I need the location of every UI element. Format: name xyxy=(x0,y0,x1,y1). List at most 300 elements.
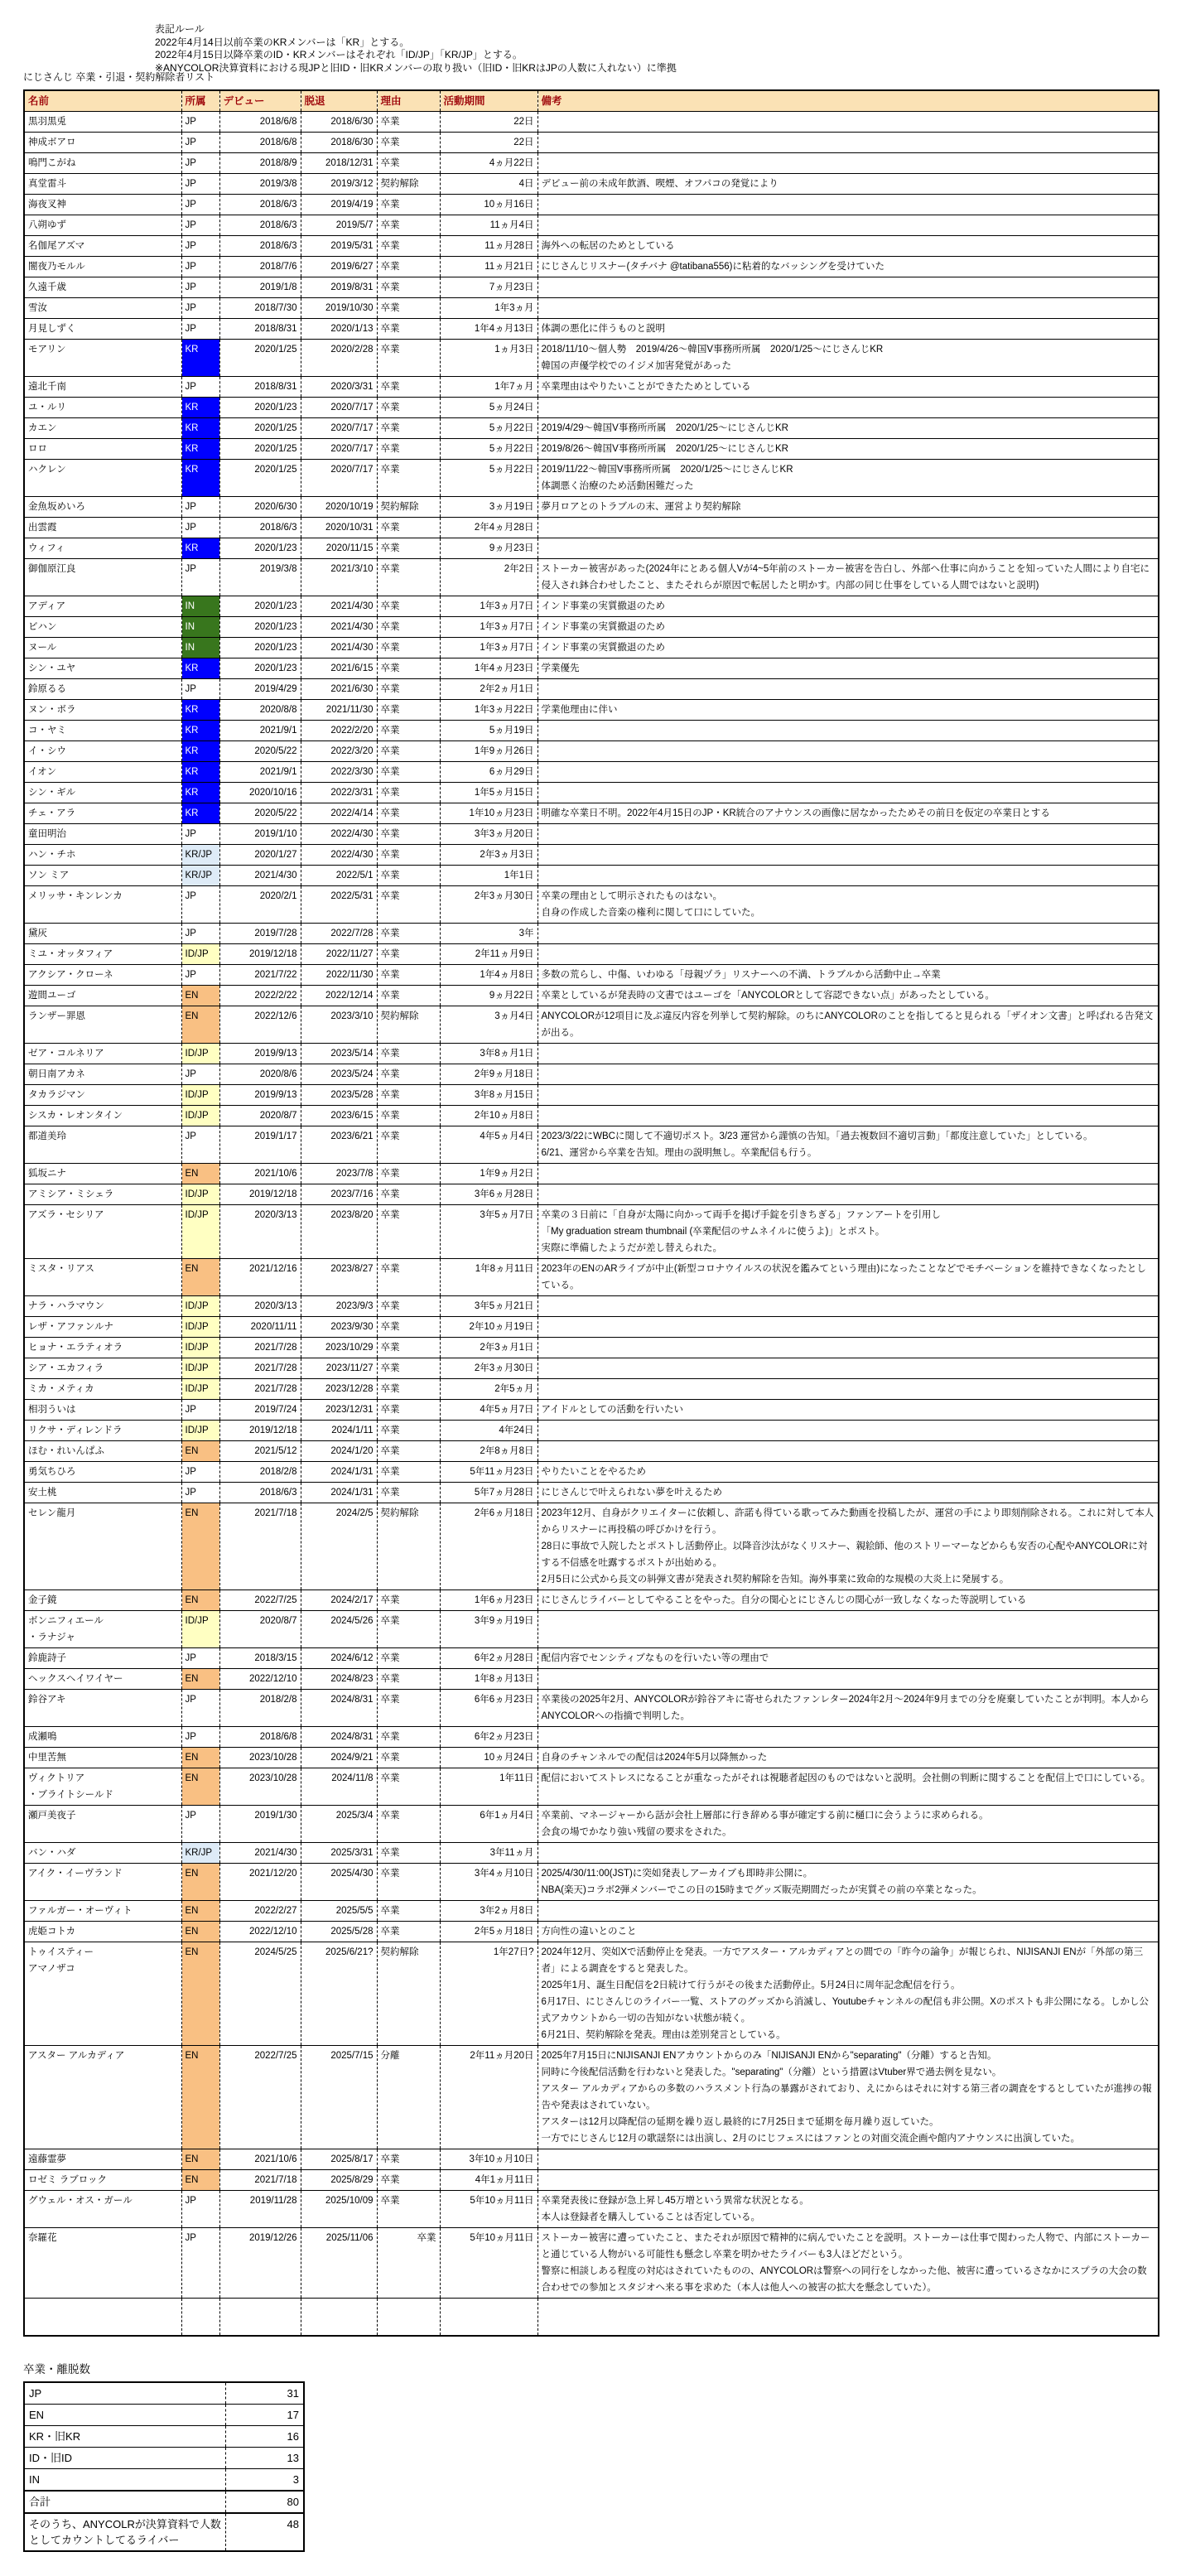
debut-date-cell[interactable]: 2022/12/6 xyxy=(219,1006,301,1044)
debut-date-cell[interactable]: 2019/1/10 xyxy=(219,824,301,845)
affiliation-cell[interactable]: JP xyxy=(181,215,219,236)
debut-date-cell[interactable]: 2021/7/22 xyxy=(219,965,301,986)
member-name-cell[interactable]: 雪汝 xyxy=(24,298,181,319)
member-name-cell[interactable]: アミシア・ミシェラ xyxy=(24,1184,181,1205)
reason-cell[interactable]: 卒業 xyxy=(377,1768,440,1806)
leave-date-cell[interactable]: 2024/8/31 xyxy=(301,1727,377,1748)
notes-cell[interactable] xyxy=(537,1462,1159,1483)
debut-date-cell[interactable]: 2020/1/25 xyxy=(219,439,301,460)
affiliation-cell[interactable]: JP xyxy=(181,319,219,340)
leave-date-cell[interactable]: 2022/3/31 xyxy=(301,783,377,803)
affiliation-cell[interactable]: KR xyxy=(181,700,219,721)
active-period-cell[interactable]: 2年5ヵ月 xyxy=(440,1379,537,1400)
affiliation-cell[interactable]: JP xyxy=(181,1462,219,1483)
active-period-cell[interactable]: 2年9ヵ月18日 xyxy=(440,1064,537,1085)
debut-date-cell[interactable]: 2020/1/23 xyxy=(219,638,301,658)
reason-cell[interactable]: 卒業 xyxy=(377,1590,440,1611)
affiliation-cell[interactable]: ID/JP xyxy=(181,1106,219,1126)
active-period-cell[interactable]: 1年1日 xyxy=(440,866,537,886)
member-name-cell[interactable]: 狐坂ニナ xyxy=(24,1164,181,1184)
reason-cell[interactable]: 卒業 xyxy=(377,1462,440,1483)
debut-date-cell[interactable]: 2020/1/25 xyxy=(219,460,301,497)
active-period-cell[interactable]: 6年2ヵ月23日 xyxy=(440,1727,537,1748)
leave-date-cell[interactable]: 2022/5/1 xyxy=(301,866,377,886)
notes-cell[interactable] xyxy=(537,803,1159,824)
leave-date-cell[interactable]: 2024/2/17 xyxy=(301,1590,377,1611)
affiliation-cell[interactable]: EN xyxy=(181,1590,219,1611)
debut-date-cell[interactable]: 2023/10/28 xyxy=(219,1748,301,1768)
member-name-cell[interactable]: ゼア・コルネリア xyxy=(24,1044,181,1064)
affiliation-cell[interactable]: ID/JP xyxy=(181,1379,219,1400)
notes-cell[interactable] xyxy=(537,1164,1159,1184)
empty-cell[interactable] xyxy=(377,2299,440,2337)
affiliation-cell[interactable]: EN xyxy=(181,1164,219,1184)
notes-cell[interactable] xyxy=(537,1901,1159,1922)
member-name-cell[interactable]: 鈴谷アキ xyxy=(24,1690,181,1727)
debut-date-cell[interactable]: 2020/1/23 xyxy=(219,658,301,679)
leave-date-cell[interactable]: 2021/4/30 xyxy=(301,638,377,658)
debut-date-cell[interactable]: 2021/12/16 xyxy=(219,1259,301,1296)
active-period-cell[interactable]: 3年3ヵ月20日 xyxy=(440,824,537,845)
member-name-cell[interactable]: 勇気ちひろ xyxy=(24,1462,181,1483)
leave-date-cell[interactable]: 2024/5/26 xyxy=(301,1611,377,1648)
leave-date-cell[interactable]: 2024/2/5 xyxy=(301,1503,377,1590)
active-period-cell[interactable]: 7ヵ月23日 xyxy=(440,277,537,298)
member-name-cell[interactable]: モアリン xyxy=(24,340,181,377)
debut-date-cell[interactable]: 2018/6/3 xyxy=(219,195,301,215)
reason-cell[interactable]: 卒業 xyxy=(377,2191,440,2228)
reason-cell[interactable]: 卒業 xyxy=(377,1358,440,1379)
active-period-cell[interactable]: 1年11日 xyxy=(440,1768,537,1806)
leave-date-cell[interactable]: 2025/3/31 xyxy=(301,1843,377,1864)
leave-date-cell[interactable]: 2019/8/31 xyxy=(301,277,377,298)
notes-cell[interactable] xyxy=(537,1922,1159,1942)
member-name-cell[interactable]: ランザー罪恩 xyxy=(24,1006,181,1044)
debut-date-cell[interactable]: 2021/12/20 xyxy=(219,1864,301,1901)
reason-cell[interactable]: 卒業 xyxy=(377,1483,440,1503)
reason-cell[interactable]: 卒業 xyxy=(377,1400,440,1421)
notes-cell[interactable] xyxy=(537,824,1159,845)
leave-date-cell[interactable]: 2022/11/30 xyxy=(301,965,377,986)
reason-cell[interactable]: 分離 xyxy=(377,2046,440,2149)
member-name-cell[interactable]: アズラ・セシリア xyxy=(24,1205,181,1259)
leave-date-cell[interactable]: 2025/8/17 xyxy=(301,2149,377,2170)
affiliation-cell[interactable]: JP xyxy=(181,1648,219,1669)
leave-date-cell[interactable]: 2022/11/27 xyxy=(301,944,377,965)
reason-cell[interactable]: 卒業 xyxy=(377,1338,440,1358)
reason-cell[interactable]: 卒業 xyxy=(377,1379,440,1400)
leave-date-cell[interactable]: 2018/6/30 xyxy=(301,133,377,153)
active-period-cell[interactable]: 4ヵ月22日 xyxy=(440,153,537,174)
active-period-cell[interactable]: 5年7ヵ月28日 xyxy=(440,1483,537,1503)
debut-date-cell[interactable]: 2020/1/23 xyxy=(219,617,301,638)
affiliation-cell[interactable]: EN xyxy=(181,2170,219,2191)
reason-cell[interactable]: 卒業 xyxy=(377,1611,440,1648)
leave-date-cell[interactable]: 2023/8/27 xyxy=(301,1259,377,1296)
reason-cell[interactable]: 卒業 xyxy=(377,1164,440,1184)
notes-cell[interactable] xyxy=(537,460,1159,497)
affiliation-cell[interactable]: EN xyxy=(181,986,219,1006)
notes-cell[interactable] xyxy=(537,1184,1159,1205)
debut-date-cell[interactable]: 2020/3/13 xyxy=(219,1296,301,1317)
active-period-cell[interactable]: 6年1ヵ月4日 xyxy=(440,1806,537,1843)
notes-cell[interactable] xyxy=(537,1358,1159,1379)
notes-cell[interactable] xyxy=(537,418,1159,439)
leave-date-cell[interactable]: 2019/5/7 xyxy=(301,215,377,236)
leave-date-cell[interactable]: 2024/9/21 xyxy=(301,1748,377,1768)
notes-cell[interactable] xyxy=(537,1338,1159,1358)
reason-cell[interactable]: 卒業 xyxy=(377,2228,440,2299)
affiliation-cell[interactable]: ID/JP xyxy=(181,1296,219,1317)
notes-cell[interactable] xyxy=(537,658,1159,679)
reason-cell[interactable]: 卒業 xyxy=(377,1806,440,1843)
affiliation-cell[interactable]: JP xyxy=(181,497,219,518)
reason-cell[interactable]: 卒業 xyxy=(377,418,440,439)
active-period-cell[interactable]: 3年11ヵ月 xyxy=(440,1843,537,1864)
active-period-cell[interactable]: 2年5ヵ月18日 xyxy=(440,1922,537,1942)
reason-cell[interactable]: 卒業 xyxy=(377,1085,440,1106)
notes-cell[interactable] xyxy=(537,1441,1159,1462)
reason-cell[interactable]: 卒業 xyxy=(377,215,440,236)
reason-cell[interactable]: 卒業 xyxy=(377,398,440,418)
leave-date-cell[interactable]: 2020/7/17 xyxy=(301,398,377,418)
member-name-cell[interactable]: 黒羽黒兎 xyxy=(24,112,181,133)
notes-cell[interactable] xyxy=(537,700,1159,721)
debut-date-cell[interactable]: 2020/1/25 xyxy=(219,418,301,439)
notes-cell[interactable] xyxy=(537,986,1159,1006)
notes-cell[interactable] xyxy=(537,298,1159,319)
notes-cell[interactable] xyxy=(537,845,1159,866)
member-name-cell[interactable]: アイク・イーヴランド xyxy=(24,1864,181,1901)
debut-date-cell[interactable]: 2022/12/10 xyxy=(219,1669,301,1690)
active-period-cell[interactable]: 3年5ヵ月21日 xyxy=(440,1296,537,1317)
summary-label[interactable]: JP xyxy=(24,2382,226,2405)
active-period-cell[interactable]: 2年3ヵ月1日 xyxy=(440,1338,537,1358)
member-name-cell[interactable]: トゥイスティー アマノザコ xyxy=(24,1942,181,2046)
notes-cell[interactable] xyxy=(537,1064,1159,1085)
notes-cell[interactable] xyxy=(537,112,1159,133)
notes-cell[interactable] xyxy=(537,924,1159,944)
active-period-cell[interactable]: 3年 xyxy=(440,924,537,944)
reason-cell[interactable]: 卒業 xyxy=(377,1669,440,1690)
active-period-cell[interactable]: 6ヵ月29日 xyxy=(440,762,537,783)
notes-cell[interactable] xyxy=(537,559,1159,596)
leave-date-cell[interactable]: 2022/4/14 xyxy=(301,803,377,824)
notes-cell[interactable] xyxy=(537,1942,1159,2046)
notes-cell[interactable] xyxy=(537,377,1159,398)
debut-date-cell[interactable]: 2021/10/6 xyxy=(219,1164,301,1184)
member-name-cell[interactable]: ユ・ルリ xyxy=(24,398,181,418)
member-name-cell[interactable]: ヴィクトリア ・ブライトシールド xyxy=(24,1768,181,1806)
member-name-cell[interactable]: シスカ・レオンタイン xyxy=(24,1106,181,1126)
leave-date-cell[interactable]: 2023/11/27 xyxy=(301,1358,377,1379)
active-period-cell[interactable]: 11ヵ月21日 xyxy=(440,257,537,277)
debut-date-cell[interactable]: 2020/5/22 xyxy=(219,803,301,824)
active-period-cell[interactable]: 22日 xyxy=(440,133,537,153)
reason-cell[interactable]: 卒業 xyxy=(377,2170,440,2191)
reason-cell[interactable]: 卒業 xyxy=(377,886,440,924)
debut-date-cell[interactable]: 2022/7/25 xyxy=(219,1590,301,1611)
affiliation-cell[interactable]: KR xyxy=(181,803,219,824)
leave-date-cell[interactable]: 2024/11/8 xyxy=(301,1768,377,1806)
notes-cell[interactable] xyxy=(537,679,1159,700)
notes-cell[interactable] xyxy=(537,538,1159,559)
leave-date-cell[interactable]: 2022/3/20 xyxy=(301,741,377,762)
summary-value[interactable]: 16 xyxy=(226,2426,305,2448)
affiliation-cell[interactable]: JP xyxy=(181,1727,219,1748)
notes-cell[interactable] xyxy=(537,886,1159,924)
notes-cell[interactable] xyxy=(537,1806,1159,1843)
active-period-cell[interactable]: 2年3ヵ月3日 xyxy=(440,845,537,866)
reason-cell[interactable]: 卒業 xyxy=(377,1044,440,1064)
member-name-cell[interactable]: グウェル・オス・ガール xyxy=(24,2191,181,2228)
active-period-cell[interactable]: 5ヵ月22日 xyxy=(440,460,537,497)
member-name-cell[interactable]: 鈴原るる xyxy=(24,679,181,700)
member-name-cell[interactable]: 御伽原江良 xyxy=(24,559,181,596)
notes-cell[interactable] xyxy=(537,762,1159,783)
leave-date-cell[interactable]: 2023/5/24 xyxy=(301,1064,377,1085)
affiliation-cell[interactable]: KR/JP xyxy=(181,1843,219,1864)
summary-value[interactable]: 13 xyxy=(226,2448,305,2469)
debut-date-cell[interactable]: 2019/12/18 xyxy=(219,1184,301,1205)
header-period[interactable]: 活動期間 xyxy=(440,90,537,112)
active-period-cell[interactable]: 5ヵ月19日 xyxy=(440,721,537,741)
debut-date-cell[interactable]: 2021/7/28 xyxy=(219,1379,301,1400)
member-name-cell[interactable]: 遠藤霊夢 xyxy=(24,2149,181,2170)
reason-cell[interactable]: 卒業 xyxy=(377,518,440,538)
affiliation-cell[interactable]: IN xyxy=(181,596,219,617)
reason-cell[interactable]: 契約解除 xyxy=(377,174,440,195)
active-period-cell[interactable]: 10ヵ月24日 xyxy=(440,1748,537,1768)
member-name-cell[interactable]: ほむ・れいんぱふ xyxy=(24,1441,181,1462)
notes-cell[interactable] xyxy=(537,1590,1159,1611)
debut-date-cell[interactable]: 2019/4/29 xyxy=(219,679,301,700)
member-name-cell[interactable]: 金子鏡 xyxy=(24,1590,181,1611)
member-name-cell[interactable]: メリッサ・キンレンカ xyxy=(24,886,181,924)
debut-date-cell[interactable]: 2019/1/30 xyxy=(219,1806,301,1843)
notes-cell[interactable] xyxy=(537,1421,1159,1441)
affiliation-cell[interactable]: JP xyxy=(181,1806,219,1843)
summary-value[interactable]: 17 xyxy=(226,2405,305,2426)
leave-date-cell[interactable]: 2024/8/31 xyxy=(301,1690,377,1727)
reason-cell[interactable]: 卒業 xyxy=(377,658,440,679)
leave-date-cell[interactable]: 2025/3/4 xyxy=(301,1806,377,1843)
debut-date-cell[interactable]: 2020/3/13 xyxy=(219,1205,301,1259)
leave-date-cell[interactable]: 2023/9/3 xyxy=(301,1296,377,1317)
affiliation-cell[interactable]: JP xyxy=(181,679,219,700)
member-name-cell[interactable]: ヌール xyxy=(24,638,181,658)
affiliation-cell[interactable]: KR/JP xyxy=(181,845,219,866)
member-name-cell[interactable]: ヌン・ボラ xyxy=(24,700,181,721)
debut-date-cell[interactable]: 2021/7/28 xyxy=(219,1358,301,1379)
leave-date-cell[interactable]: 2019/4/19 xyxy=(301,195,377,215)
member-name-cell[interactable]: ロロ xyxy=(24,439,181,460)
active-period-cell[interactable]: 1年9ヵ月26日 xyxy=(440,741,537,762)
reason-cell[interactable]: 卒業 xyxy=(377,1205,440,1259)
member-name-cell[interactable]: ミスタ・リアス xyxy=(24,1259,181,1296)
leave-date-cell[interactable]: 2025/6/21? xyxy=(301,1942,377,2046)
member-name-cell[interactable]: ビハン xyxy=(24,617,181,638)
header-debut[interactable]: デビュー xyxy=(219,90,301,112)
leave-date-cell[interactable]: 2025/5/28 xyxy=(301,1922,377,1942)
member-name-cell[interactable]: ミカ・メティカ xyxy=(24,1379,181,1400)
notes-cell[interactable] xyxy=(537,638,1159,658)
active-period-cell[interactable]: 1年4ヵ月23日 xyxy=(440,658,537,679)
member-name-cell[interactable]: 八朔ゆず xyxy=(24,215,181,236)
affiliation-cell[interactable]: KR xyxy=(181,418,219,439)
member-name-cell[interactable]: 成瀬鳴 xyxy=(24,1727,181,1748)
active-period-cell[interactable]: 3年2ヵ月8日 xyxy=(440,1901,537,1922)
active-period-cell[interactable]: 3ヵ月19日 xyxy=(440,497,537,518)
notes-cell[interactable] xyxy=(537,2149,1159,2170)
leave-date-cell[interactable]: 2023/9/30 xyxy=(301,1317,377,1338)
notes-cell[interactable] xyxy=(537,596,1159,617)
reason-cell[interactable]: 卒業 xyxy=(377,638,440,658)
affiliation-cell[interactable]: JP xyxy=(181,112,219,133)
debut-date-cell[interactable]: 2020/11/11 xyxy=(219,1317,301,1338)
affiliation-cell[interactable]: JP xyxy=(181,1126,219,1164)
debut-date-cell[interactable]: 2024/5/25 xyxy=(219,1942,301,2046)
member-name-cell[interactable]: バン・ハダ xyxy=(24,1843,181,1864)
notes-cell[interactable] xyxy=(537,153,1159,174)
notes-cell[interactable] xyxy=(537,1727,1159,1748)
debut-date-cell[interactable]: 2021/7/18 xyxy=(219,2170,301,2191)
debut-date-cell[interactable]: 2020/1/23 xyxy=(219,398,301,418)
leave-date-cell[interactable]: 2025/5/5 xyxy=(301,1901,377,1922)
member-name-cell[interactable]: 出雲霞 xyxy=(24,518,181,538)
leave-date-cell[interactable]: 2023/5/28 xyxy=(301,1085,377,1106)
notes-cell[interactable] xyxy=(537,2170,1159,2191)
notes-cell[interactable] xyxy=(537,497,1159,518)
affiliation-cell[interactable]: EN xyxy=(181,1942,219,2046)
leave-date-cell[interactable]: 2020/7/17 xyxy=(301,439,377,460)
summary-value[interactable]: 31 xyxy=(226,2382,305,2405)
member-name-cell[interactable]: ナラ・ハラマウン xyxy=(24,1296,181,1317)
reason-cell[interactable]: 卒業 xyxy=(377,721,440,741)
leave-date-cell[interactable]: 2021/11/30 xyxy=(301,700,377,721)
debut-date-cell[interactable]: 2021/4/30 xyxy=(219,1843,301,1864)
member-name-cell[interactable]: 海夜叉神 xyxy=(24,195,181,215)
reason-cell[interactable]: 卒業 xyxy=(377,1648,440,1669)
debut-date-cell[interactable]: 2019/12/26 xyxy=(219,2228,301,2299)
leave-date-cell[interactable]: 2022/2/20 xyxy=(301,721,377,741)
debut-date-cell[interactable]: 2018/7/30 xyxy=(219,298,301,319)
reason-cell[interactable]: 契約解除 xyxy=(377,1006,440,1044)
affiliation-cell[interactable]: IN xyxy=(181,638,219,658)
debut-date-cell[interactable]: 2018/7/6 xyxy=(219,257,301,277)
member-name-cell[interactable]: 名伽尾アズマ xyxy=(24,236,181,257)
active-period-cell[interactable]: 4年24日 xyxy=(440,1421,537,1441)
debut-date-cell[interactable]: 2018/6/3 xyxy=(219,1483,301,1503)
notes-cell[interactable] xyxy=(537,866,1159,886)
member-name-cell[interactable]: 神成ボアロ xyxy=(24,133,181,153)
member-name-cell[interactable]: ヒョナ・エラティオラ xyxy=(24,1338,181,1358)
notes-cell[interactable] xyxy=(537,741,1159,762)
affiliation-cell[interactable]: EN xyxy=(181,1922,219,1942)
reason-cell[interactable]: 卒業 xyxy=(377,1690,440,1727)
debut-date-cell[interactable]: 2018/2/8 xyxy=(219,1462,301,1483)
reason-cell[interactable]: 卒業 xyxy=(377,1126,440,1164)
active-period-cell[interactable]: 5年11ヵ月23日 xyxy=(440,1462,537,1483)
notes-cell[interactable] xyxy=(537,1044,1159,1064)
leave-date-cell[interactable]: 2021/3/10 xyxy=(301,559,377,596)
notes-cell[interactable] xyxy=(537,1205,1159,1259)
reason-cell[interactable]: 契約解除 xyxy=(377,497,440,518)
debut-date-cell[interactable]: 2018/6/8 xyxy=(219,133,301,153)
affiliation-cell[interactable]: JP xyxy=(181,298,219,319)
empty-cell[interactable] xyxy=(537,2299,1159,2337)
notes-cell[interactable] xyxy=(537,2191,1159,2228)
notes-cell[interactable] xyxy=(537,944,1159,965)
affiliation-cell[interactable]: EN xyxy=(181,1441,219,1462)
leave-date-cell[interactable]: 2023/12/28 xyxy=(301,1379,377,1400)
notes-cell[interactable] xyxy=(537,215,1159,236)
leave-date-cell[interactable]: 2022/4/30 xyxy=(301,824,377,845)
active-period-cell[interactable]: 4年5ヵ月7日 xyxy=(440,1400,537,1421)
reason-cell[interactable]: 卒業 xyxy=(377,679,440,700)
affiliation-cell[interactable]: JP xyxy=(181,153,219,174)
member-name-cell[interactable]: コ・ヤミ xyxy=(24,721,181,741)
member-name-cell[interactable]: ボンニフィエール ・ラナジャ xyxy=(24,1611,181,1648)
debut-date-cell[interactable]: 2021/10/6 xyxy=(219,2149,301,2170)
active-period-cell[interactable]: 1年3ヵ月7日 xyxy=(440,638,537,658)
leave-date-cell[interactable]: 2023/7/16 xyxy=(301,1184,377,1205)
summary-label[interactable]: 合計 xyxy=(24,2491,226,2513)
summary-label[interactable]: EN xyxy=(24,2405,226,2426)
affiliation-cell[interactable]: EN xyxy=(181,1748,219,1768)
affiliation-cell[interactable]: KR xyxy=(181,721,219,741)
leave-date-cell[interactable]: 2021/4/30 xyxy=(301,617,377,638)
debut-date-cell[interactable]: 2018/8/31 xyxy=(219,319,301,340)
debut-date-cell[interactable]: 2022/7/25 xyxy=(219,2046,301,2149)
empty-cell[interactable] xyxy=(24,2299,181,2337)
affiliation-cell[interactable]: JP xyxy=(181,1483,219,1503)
notes-cell[interactable] xyxy=(537,1611,1159,1648)
affiliation-cell[interactable]: ID/JP xyxy=(181,1044,219,1064)
debut-date-cell[interactable]: 2020/1/25 xyxy=(219,340,301,377)
member-name-cell[interactable]: 奈羅花 xyxy=(24,2228,181,2299)
reason-cell[interactable]: 卒業 xyxy=(377,195,440,215)
affiliation-cell[interactable]: IN xyxy=(181,617,219,638)
affiliation-cell[interactable]: JP xyxy=(181,174,219,195)
affiliation-cell[interactable]: KR/JP xyxy=(181,866,219,886)
debut-date-cell[interactable]: 2022/12/10 xyxy=(219,1922,301,1942)
affiliation-cell[interactable]: EN xyxy=(181,1259,219,1296)
affiliation-cell[interactable]: KR xyxy=(181,340,219,377)
notes-cell[interactable] xyxy=(537,783,1159,803)
reason-cell[interactable]: 卒業 xyxy=(377,824,440,845)
member-name-cell[interactable]: 月見しずく xyxy=(24,319,181,340)
affiliation-cell[interactable]: JP xyxy=(181,886,219,924)
leave-date-cell[interactable]: 2020/7/17 xyxy=(301,418,377,439)
notes-cell[interactable] xyxy=(537,1379,1159,1400)
member-name-cell[interactable]: 相羽ういは xyxy=(24,1400,181,1421)
notes-cell[interactable] xyxy=(537,257,1159,277)
leave-date-cell[interactable]: 2020/3/31 xyxy=(301,377,377,398)
active-period-cell[interactable]: 1年4ヵ月13日 xyxy=(440,319,537,340)
member-name-cell[interactable]: レザ・アファンルナ xyxy=(24,1317,181,1338)
affiliation-cell[interactable]: JP xyxy=(181,195,219,215)
affiliation-cell[interactable]: ID/JP xyxy=(181,1611,219,1648)
reason-cell[interactable]: 卒業 xyxy=(377,153,440,174)
notes-cell[interactable] xyxy=(537,398,1159,418)
reason-cell[interactable]: 卒業 xyxy=(377,298,440,319)
debut-date-cell[interactable]: 2020/1/23 xyxy=(219,596,301,617)
debut-date-cell[interactable]: 2019/7/24 xyxy=(219,1400,301,1421)
debut-date-cell[interactable]: 2019/12/18 xyxy=(219,1421,301,1441)
leave-date-cell[interactable]: 2019/5/31 xyxy=(301,236,377,257)
reason-cell[interactable]: 卒業 xyxy=(377,866,440,886)
